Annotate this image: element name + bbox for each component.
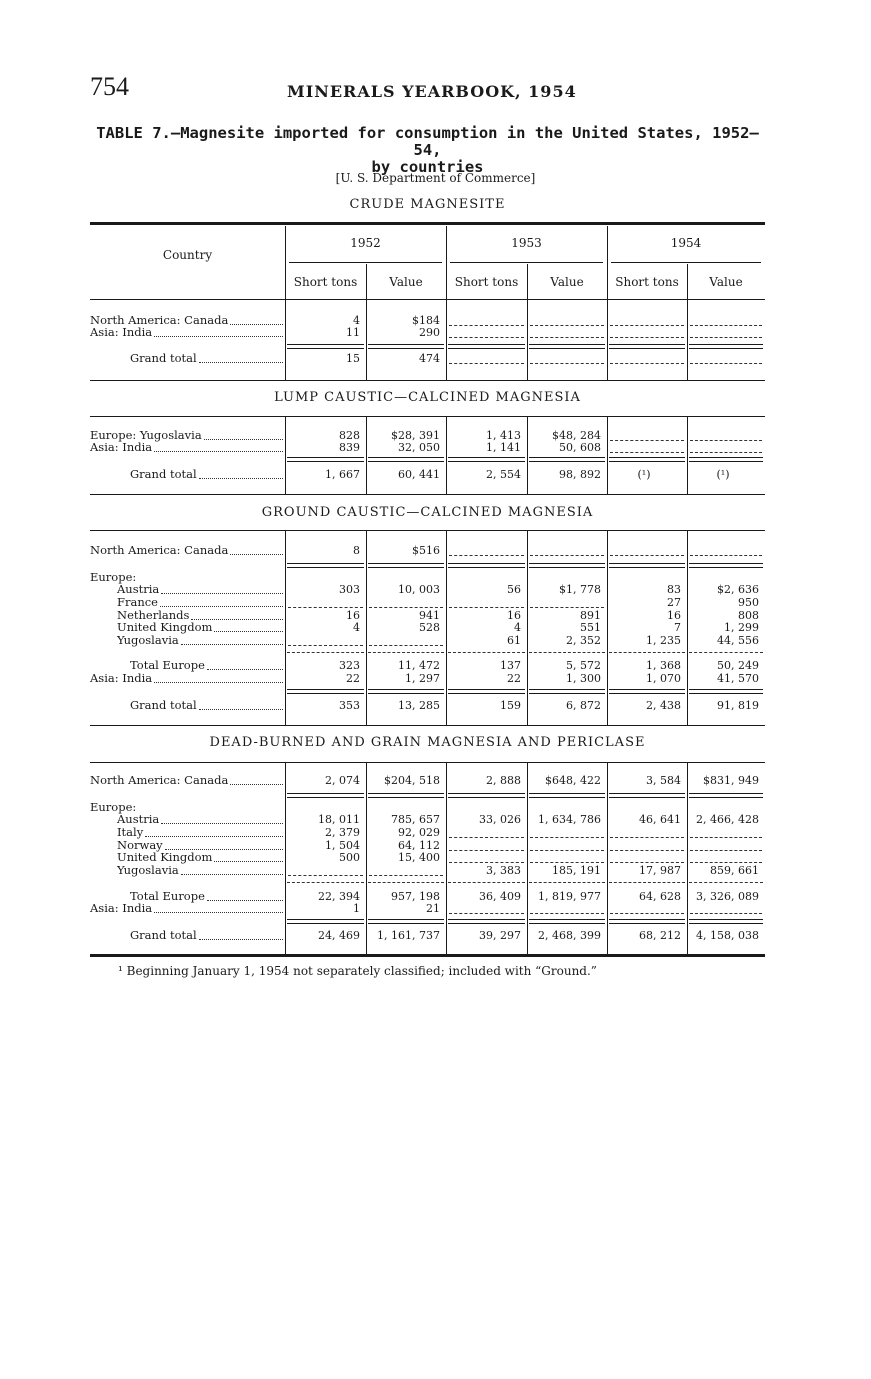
subtotal-rule [368,652,444,653]
table-cell: 68, 212 [639,929,681,942]
leader-dots [207,900,283,901]
empty-cell [610,837,684,838]
column-rule [527,763,528,954]
table-cell: 859, 661 [710,864,759,877]
table-cell: 1, 300 [566,672,601,685]
column-header-short-tons: Short tons [293,275,358,289]
table-cell: 15 [346,352,360,365]
table-title-line2: by countries [371,158,484,176]
empty-cell [610,862,684,863]
table-cell: $2, 636 [717,583,759,596]
row-label: Europe: [90,570,137,584]
table-cell: 839 [339,441,360,454]
grand-total-label: Grand total [130,928,197,942]
total-rule [287,919,364,924]
total-rule [689,689,763,694]
table-cell: 1, 368 [646,659,681,672]
empty-cell [449,837,524,838]
grand-total-label: Grand total [130,698,197,712]
row-label: Italy [117,825,144,839]
table-cell: 941 [419,609,440,622]
column-rule [687,264,688,299]
table-cell: 22 [507,672,521,685]
total-rule [448,793,525,798]
table-cell: 2, 352 [566,634,601,647]
column-rule [527,417,528,494]
empty-cell [530,325,604,326]
table-cell: 6, 872 [566,699,601,712]
table-cell: 16 [346,609,360,622]
section-rule [90,416,765,417]
table-cell: 11, 472 [398,659,440,672]
table-title [90,125,765,176]
table-cell: 2, 466, 428 [696,813,759,826]
table-cell: 2, 074 [325,774,360,787]
leader-dots [160,606,283,607]
section-heading: CRUDE MAGNESITE [349,197,506,212]
table-cell: 1, 504 [325,839,360,852]
subtotal-rule [529,652,605,653]
table-cell: $48, 284 [552,429,601,442]
table-cell: 50, 249 [717,659,759,672]
table-cell: 2, 379 [325,826,360,839]
table-cell: 785, 657 [391,813,440,826]
row-label: Total Europe [130,889,205,903]
empty-cell [690,850,762,851]
leader-dots [214,861,283,862]
year-rule [450,262,603,263]
leader-dots [154,682,283,683]
table-cell: 1, 667 [325,468,360,481]
leader-dots [207,669,283,670]
total-rule [529,793,605,798]
total-rule [689,457,763,462]
row-label: North America: Canada [90,313,229,327]
total-rule [609,689,685,694]
empty-cell [449,607,524,608]
table-cell: 21 [426,902,440,915]
total-rule [689,563,763,568]
leader-dots [199,478,283,479]
section-heading: DEAD-BURNED AND GRAIN MAGNESIA AND PERICLASE [209,735,646,750]
column-rule [687,763,688,954]
table-cell: 17, 987 [639,864,681,877]
row-label: Asia: India [90,901,153,915]
empty-cell [530,555,604,556]
column-rule [366,300,367,380]
empty-cell [610,913,684,914]
empty-cell [690,862,762,863]
column-rule [446,300,447,380]
grand-total-label: Grand total [130,351,197,365]
empty-cell [369,875,443,876]
leader-dots [204,439,283,440]
table-cell: 4 [353,621,360,634]
leader-dots [199,939,283,940]
table-cell: 39, 297 [479,929,521,942]
total-rule [609,344,685,349]
table-cell: 353 [339,699,360,712]
table-cell: 950 [738,596,759,609]
table-cell: 3, 383 [486,864,521,877]
subtotal-rule [689,882,763,883]
section-heading: GROUND CAUSTIC—CALCINED MAGNESIA [261,505,594,520]
grand-total-label: Grand total [130,467,197,481]
table-cell: 41, 570 [717,672,759,685]
total-rule [689,344,763,349]
table-cell: 290 [419,326,440,339]
subtotal-rule [287,652,364,653]
table-cell: 98, 892 [559,468,601,481]
row-label: Norway [117,838,163,852]
table-cell: 185, 191 [552,864,601,877]
subtotal-rule [609,882,685,883]
footnote: ¹ Beginning January 1, 1954 not separately classified; included with “Ground.” [118,964,597,978]
total-rule [368,793,444,798]
total-rule [529,563,605,568]
table-cell: 2, 468, 399 [538,929,601,942]
leader-dots [154,451,283,452]
row-label: Asia: India [90,325,153,339]
column-rule [687,300,688,380]
section-bottom-rule [90,494,765,495]
total-rule [287,689,364,694]
empty-cell [449,862,524,863]
subtotal-rule [448,652,525,653]
section-rule [90,762,765,763]
table-cell: 551 [580,621,601,634]
table-cell: 56 [507,583,521,596]
row-label: Yugoslavia [117,863,179,877]
table-cell: 3, 326, 089 [696,890,759,903]
empty-cell [610,452,684,453]
table-cell: 10, 003 [398,583,440,596]
table-cell: 36, 409 [479,890,521,903]
table-cell: 1, 413 [486,429,521,442]
leader-dots [199,362,283,363]
empty-cell [449,555,524,556]
row-label: Total Europe [130,658,205,672]
empty-cell [530,862,604,863]
table-cell: 3, 584 [646,774,681,787]
total-rule [609,793,685,798]
table-cell: 50, 608 [559,441,601,454]
table-cell: 16 [507,609,521,622]
leader-dots [230,324,283,325]
empty-cell [690,555,762,556]
table-cell: 46, 641 [639,813,681,826]
empty-cell [610,850,684,851]
table-cell: 1, 299 [724,621,759,634]
row-label: Europe: Yugoslavia [90,428,202,442]
table-cell: $28, 391 [391,429,440,442]
table-cell: 32, 050 [398,441,440,454]
subtotal-rule [609,652,685,653]
column-rule [607,417,608,494]
table-cell: $184 [412,314,440,327]
column-rule [607,226,608,299]
table-cell: 8 [353,544,360,557]
empty-cell [610,363,684,364]
column-rule [285,417,286,494]
column-rule [285,300,286,380]
empty-cell [610,325,684,326]
row-label: Netherlands [117,608,190,622]
total-rule [448,689,525,694]
total-rule [287,457,364,462]
table-cell: 4 [514,621,521,634]
table-cell: 1, 819, 977 [538,890,601,903]
table-cell: 1, 634, 786 [538,813,601,826]
total-rule [368,563,444,568]
table-cell: 1 [353,902,360,915]
total-rule [689,793,763,798]
row-label: Austria [117,582,160,596]
table-cell: 528 [419,621,440,634]
table-cell: $516 [412,544,440,557]
leader-dots [230,554,283,555]
page-number: 754 [90,72,129,101]
total-rule [448,344,525,349]
row-label: United Kingdom [117,620,213,634]
total-rule [529,457,605,462]
table-cell: 159 [500,699,521,712]
table-cell: 13, 285 [398,699,440,712]
section-heading: LUMP CAUSTIC—CALCINED MAGNESIA [274,390,581,405]
table-cell: 137 [500,659,521,672]
table-cell: 64, 628 [639,890,681,903]
total-rule [448,919,525,924]
table-cell: $204, 518 [384,774,440,787]
table-title-line1: TABLE 7.—Magnesite imported for consumption in the United States, 1952–54, [96,124,759,159]
total-rule [529,919,605,924]
empty-cell [369,607,443,608]
section-rule [90,530,765,531]
subtotal-rule [287,882,364,883]
row-label: Austria [117,812,160,826]
empty-cell [530,607,604,608]
column-rule [527,300,528,380]
column-rule [607,300,608,380]
table-cell: 957, 198 [391,890,440,903]
total-rule [287,344,364,349]
table-cell: 92, 029 [398,826,440,839]
table-cell: 44, 556 [717,634,759,647]
column-rule [446,226,447,299]
row-label: France [117,595,158,609]
leader-dots [161,593,283,594]
empty-cell [449,325,524,326]
table-cell: (¹) [637,468,651,481]
table-cell: 4, 158, 038 [696,929,759,942]
section-bottom-rule [90,380,765,381]
table-cell: 16 [667,609,681,622]
empty-cell [530,337,604,338]
row-label: Yugoslavia [117,633,179,647]
column-header-value: Value [389,275,423,289]
table-cell: 2, 438 [646,699,681,712]
table-cell: 1, 141 [486,441,521,454]
empty-cell [690,337,762,338]
empty-cell [690,913,762,914]
column-header-year: 1952 [350,236,381,250]
empty-cell [449,363,524,364]
empty-cell [530,837,604,838]
empty-cell [610,555,684,556]
year-rule [611,262,761,263]
column-rule [446,417,447,494]
table-cell: 474 [419,352,440,365]
empty-cell [610,337,684,338]
empty-cell [530,850,604,851]
leader-dots [181,874,283,875]
table-cell: 891 [580,609,601,622]
total-rule [448,457,525,462]
table-cell: 61 [507,634,521,647]
empty-cell [690,837,762,838]
row-label: Europe: [90,800,137,814]
table-cell: 323 [339,659,360,672]
column-header-value: Value [709,275,743,289]
table-cell: $648, 422 [545,774,601,787]
column-header-year: 1954 [670,236,702,250]
table-cell: 1, 161, 737 [377,929,440,942]
table-cell: 60, 441 [398,468,440,481]
section-bottom-rule [90,725,765,726]
total-rule [368,457,444,462]
table-cell: (¹) [716,468,730,481]
row-label: Asia: India [90,440,153,454]
leader-dots [145,836,283,837]
leader-dots [181,644,283,645]
leader-dots [161,823,283,824]
total-rule [689,919,763,924]
table-cell: 7 [674,621,681,634]
table-cell: 1, 070 [646,672,681,685]
leader-dots [199,709,283,710]
total-rule [287,563,364,568]
empty-cell [690,363,762,364]
table-cell: 1, 297 [405,672,440,685]
empty-cell [610,440,684,441]
leader-dots [214,631,283,632]
table-cell: 1, 235 [646,634,681,647]
table-cell: 83 [667,583,681,596]
table-cell: $1, 778 [559,583,601,596]
column-rule [687,417,688,494]
row-label: United Kingdom [117,850,213,864]
column-rule [366,417,367,494]
total-rule [368,689,444,694]
empty-cell [369,645,443,646]
column-rule [366,264,367,299]
table-cell: 5, 572 [566,659,601,672]
empty-cell [449,850,524,851]
table-cell: 33, 026 [479,813,521,826]
total-rule [609,919,685,924]
table-cell: 2, 554 [486,468,521,481]
year-rule [289,262,442,263]
row-label: North America: Canada [90,773,229,787]
table-cell: 27 [667,596,681,609]
empty-cell [690,452,762,453]
table-cell: 64, 112 [398,839,440,852]
empty-cell [288,645,363,646]
total-rule [609,457,685,462]
running-title: MINERALS YEARBOOK, 1954 [287,82,577,101]
total-rule [448,563,525,568]
column-header-year: 1953 [511,236,542,250]
header-rule [90,222,765,225]
column-header-value: Value [550,275,584,289]
column-rule [285,226,286,299]
table-source: [U. S. Department of Commerce] [335,171,536,185]
table-cell: 91, 819 [717,699,759,712]
subtotal-rule [448,882,525,883]
total-rule [368,919,444,924]
table-cell: 2, 888 [486,774,521,787]
table-cell: 22, 394 [318,890,360,903]
empty-cell [690,325,762,326]
column-rule [527,264,528,299]
table-cell: 303 [339,583,360,596]
empty-cell [288,607,363,608]
total-rule [529,689,605,694]
row-label: Asia: India [90,671,153,685]
empty-cell [530,913,604,914]
table-cell: 4 [353,314,360,327]
column-rule [446,763,447,954]
total-rule [609,563,685,568]
column-header-short-tons: Short tons [615,275,679,289]
table-cell: 500 [339,851,360,864]
table-cell: 808 [738,609,759,622]
column-rule [607,763,608,954]
total-rule [368,344,444,349]
empty-cell [690,440,762,441]
table-cell: 11 [346,326,360,339]
subtotal-rule [529,882,605,883]
subtotal-rule [689,652,763,653]
total-rule [287,793,364,798]
table-bottom-rule [90,954,765,957]
empty-cell [449,913,524,914]
empty-cell [530,363,604,364]
table-cell: 24, 469 [318,929,360,942]
table-cell: 15, 400 [398,851,440,864]
leader-dots [154,912,283,913]
table-cell: $831, 949 [703,774,759,787]
empty-cell [288,875,363,876]
table-cell: 18, 011 [318,813,360,826]
column-header-short-tons: Short tons [454,275,519,289]
row-label: North America: Canada [90,543,229,557]
empty-cell [449,337,524,338]
column-header-country: Country [162,248,213,262]
leader-dots [230,784,283,785]
leader-dots [154,336,283,337]
header-bottom-rule [90,299,765,300]
table-cell: 22 [346,672,360,685]
subtotal-rule [368,882,444,883]
table-cell: 828 [339,429,360,442]
total-rule [529,344,605,349]
